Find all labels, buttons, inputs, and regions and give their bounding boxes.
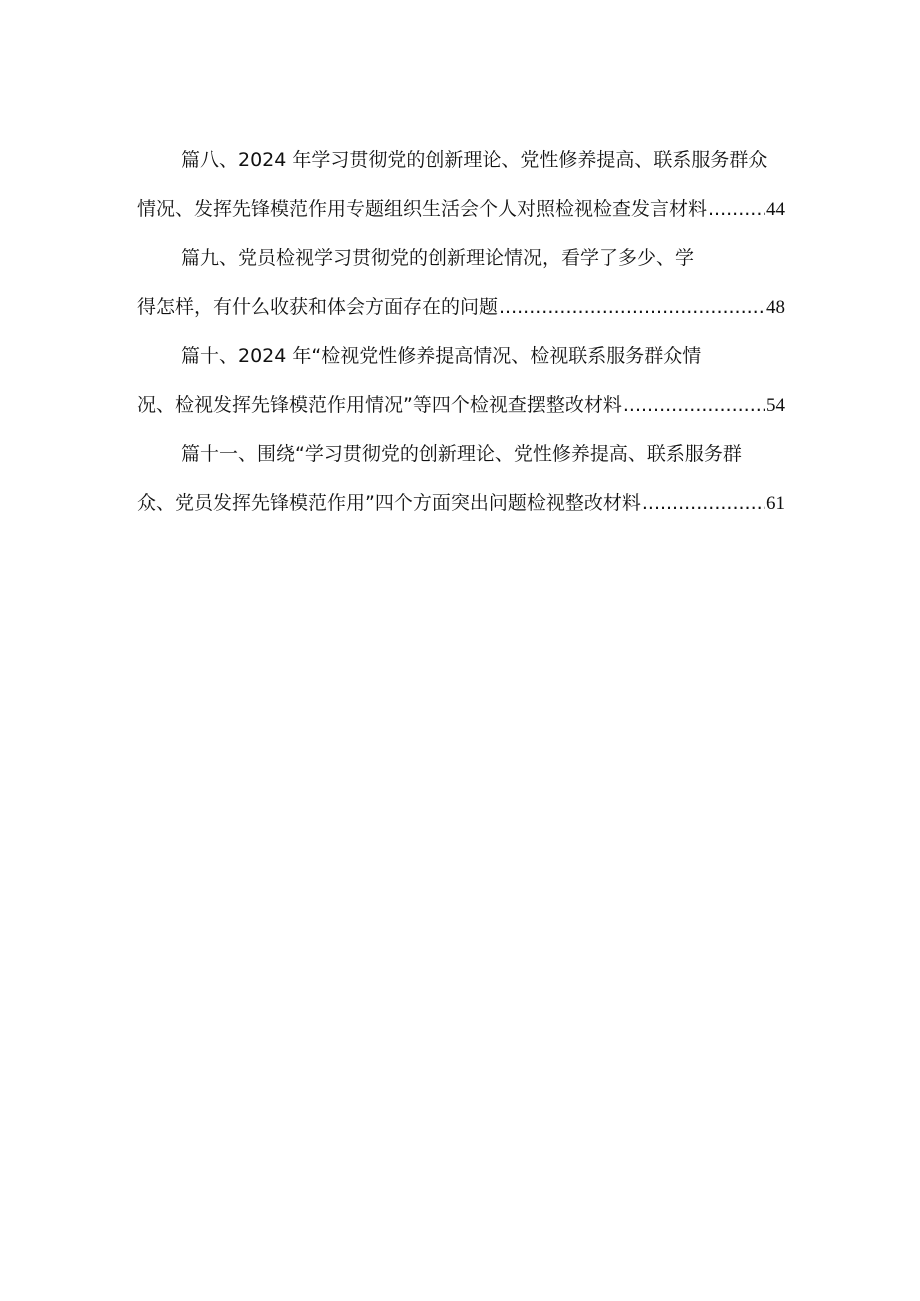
toc-entry[interactable] xyxy=(137,332,785,430)
toc-page-number: 44 xyxy=(766,199,785,220)
toc-entry-title-line-2 xyxy=(137,283,785,332)
toc-entry-title-continuation: 众、党员发挥先锋模范作用”四个方面突出问题检视整改材料 xyxy=(137,492,641,514)
toc-entry-title-continuation: 情况、发挥先锋模范作用专题组织生活会个人对照检视检查发言材料 xyxy=(137,198,708,220)
toc-page-number: 48 xyxy=(766,297,785,318)
dot-leader xyxy=(708,185,765,234)
dot-leader xyxy=(623,381,765,430)
dot-leader xyxy=(642,479,765,528)
toc-entry-title-continuation: 得怎样，有什么收获和体会方面存在的问题 xyxy=(137,296,499,318)
toc-page-number: 61 xyxy=(766,493,785,514)
toc-entry-title-line-1: 篇十一、围绕“学习贯彻党的创新理论、党性修养提高、联系服务群 xyxy=(181,443,742,465)
toc-entry-title-line-2 xyxy=(137,479,785,528)
toc-entry-title-line-1: 篇八、2024 年学习贯彻党的创新理论、党性修养提高、联系服务群众 xyxy=(181,149,768,171)
toc-page-number: 54 xyxy=(766,395,785,416)
toc-entry-title-line-1: 篇九、党员检视学习贯彻党的创新理论情况，看学了多少、学 xyxy=(181,247,695,269)
toc-entry[interactable] xyxy=(137,234,785,332)
toc-entry-title-line-2 xyxy=(137,381,785,430)
dot-leader xyxy=(499,283,765,332)
toc-entry-title-line-1: 篇十、2024 年“检视党性修养提高情况、检视联系服务群众情 xyxy=(181,345,702,367)
toc-entry[interactable] xyxy=(137,430,785,528)
toc-entry[interactable] xyxy=(137,136,785,234)
toc-entry-title-continuation: 况、检视发挥先锋模范作用情况”等四个检视查摆整改材料 xyxy=(137,394,622,416)
table-of-contents xyxy=(137,136,785,528)
toc-entry-title-line-2 xyxy=(137,185,785,234)
